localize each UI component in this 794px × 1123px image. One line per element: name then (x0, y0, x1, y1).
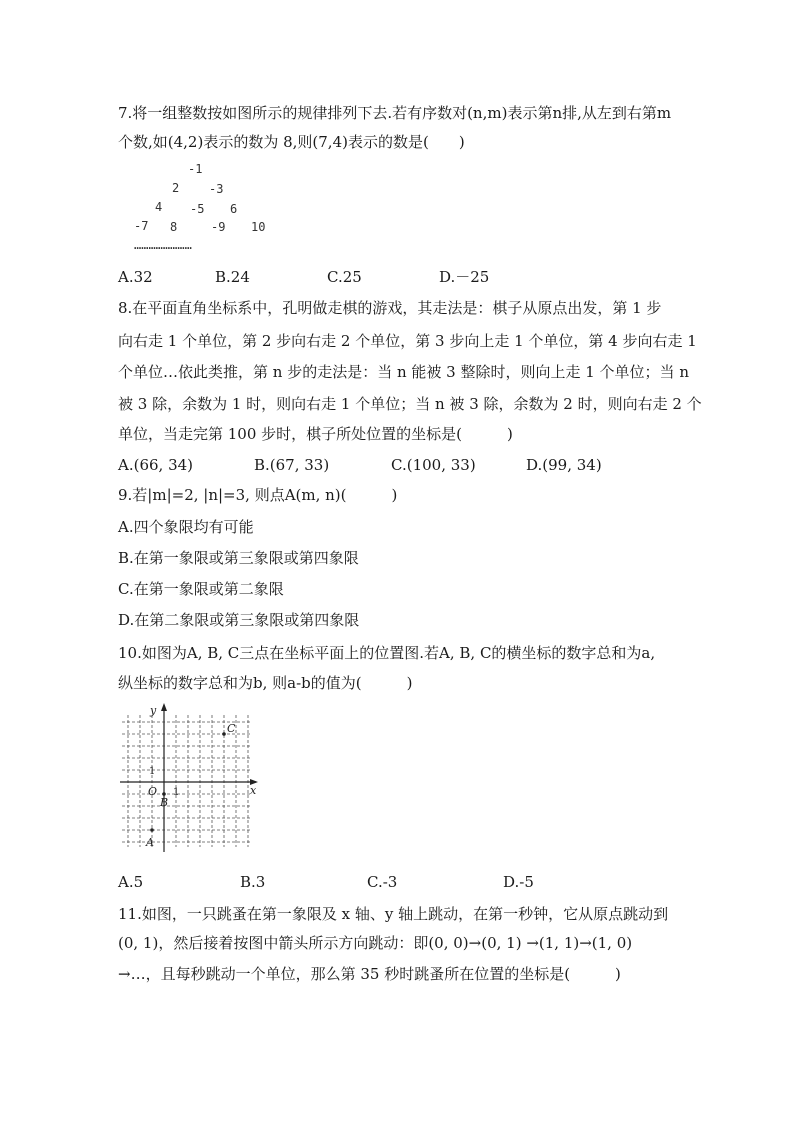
triangle-number: -9 (211, 220, 226, 234)
y-axis-label: y (150, 704, 157, 717)
point-a-label: A (146, 836, 154, 849)
x-axis-label: x (250, 784, 257, 797)
triangle-number: -7 (134, 219, 149, 233)
q9-option-d: D.在第二象限或第三象限或第四象限 (118, 611, 360, 629)
triangle-number: -5 (190, 202, 205, 216)
q7-option-b: B.24 (215, 268, 250, 286)
x-unit-label: 1 (173, 787, 180, 798)
triangle-ellipsis: …………………… (134, 238, 192, 252)
q10-option-c: C.-3 (367, 873, 398, 891)
q10-line1: 10.如图为A, B, C三点在坐标平面上的位置图.若A, B, C的横坐标的数字总和为a, (118, 644, 656, 662)
q11-line3: →…，且每秒跳动一个单位，那么第 35 秒时跳蚤所在位置的坐标是( ) (118, 965, 621, 983)
triangle-number: 8 (170, 220, 178, 234)
q7-option-d: D.－25 (439, 268, 490, 286)
q7-line1: 7.将一组整数按如图所示的规律排列下去.若有序数对(n,m)表示第n排,从左到右第m (118, 104, 672, 122)
q8-option-b: B.(67, 33) (254, 456, 330, 474)
q9-option-b: B.在第一象限或第三象限或第四象限 (118, 549, 359, 567)
q10-line2: 纵坐标的数字总和为b, 则a-b的值为( ) (118, 674, 413, 692)
q9-option-a: A.四个象限均有可能 (118, 518, 254, 536)
q9-option-c: C.在第一象限或第二象限 (118, 580, 284, 598)
coordinate-grid-figure (118, 702, 263, 854)
q10-option-a: A.5 (118, 873, 144, 891)
y-axis-arrow (161, 703, 167, 711)
triangle-number: 10 (251, 220, 266, 234)
q8-option-d: D.(99, 34) (526, 456, 602, 474)
triangle-number: -3 (209, 182, 224, 196)
q8-line5: 单位，当走完第 100 步时，棋子所处位置的坐标是( ) (118, 425, 513, 443)
point-c-label: C (227, 722, 236, 735)
q8-line1: 8.在平面直角坐标系中，孔明做走棋的游戏，其走法是：棋子从原点出发，第 1 步 (118, 299, 662, 317)
point-a (150, 828, 154, 832)
y-unit-label: 1 (149, 766, 156, 777)
q7-option-a: A.32 (118, 268, 153, 286)
q10-option-b: B.3 (240, 873, 266, 891)
q9-line1: 9.若|m|=2, |n|=3, 则点A(m, n)( ) (118, 486, 398, 504)
triangle-number: 6 (230, 202, 238, 216)
q11-line2: (0, 1)，然后接着按图中箭头所示方向跳动：即(0, 0)→(0, 1) →(1, 1)→(1, 0) (118, 934, 633, 952)
triangle-number: -1 (188, 162, 203, 176)
q8-option-c: C.(100, 33) (391, 456, 476, 474)
triangle-number: 2 (172, 181, 180, 195)
q7-line2: 个数,如(4,2)表示的数为 8,则(7,4)表示的数是( ) (118, 133, 465, 151)
q10-option-d: D.-5 (503, 873, 534, 891)
q8-line4: 被 3 除，余数为 1 时，则向右走 1 个单位；当 n 被 3 除，余数为 2 时，则向右走 2 个 (118, 395, 702, 413)
q8-line2: 向右走 1 个单位，第 2 步向右走 2 个单位，第 3 步向上走 1 个单位，第 4 步向右走 1 (118, 332, 697, 350)
origin-label: O (148, 785, 158, 798)
q8-option-a: A.(66, 34) (118, 456, 194, 474)
q7-option-c: C.25 (327, 268, 362, 286)
point-c (222, 732, 226, 736)
triangle-number: 4 (155, 200, 163, 214)
q11-line1: 11.如图，一只跳蚤在第一象限及 x 轴、y 轴上跳动，在第一秒钟，它从原点跳动到 (118, 905, 669, 923)
q8-line3: 个单位…依此类推，第 n 步的走法是：当 n 能被 3 整除时，则向上走 1 个单位；当 n (118, 363, 689, 381)
point-b-label: B (160, 796, 169, 809)
